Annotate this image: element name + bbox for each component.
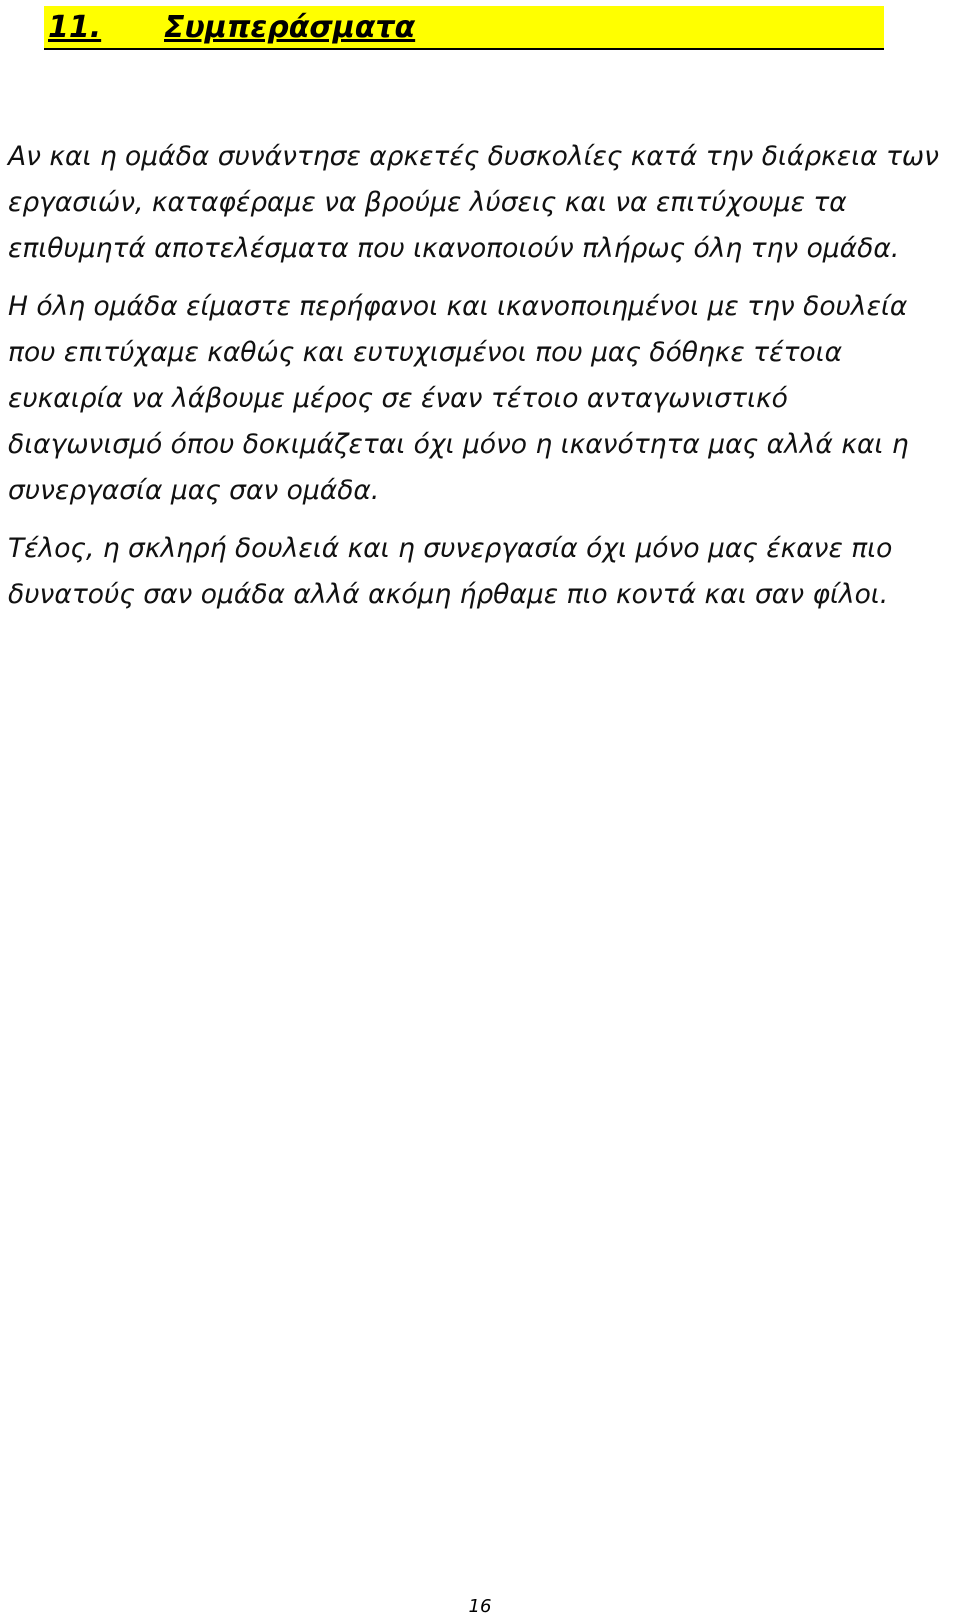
section-title: Συμπεράσματα: [164, 10, 416, 45]
paragraph-2: Η όλη ομάδα είμαστε περήφανοι και ικανοποιημένοι με την δουλεία που επιτύχαμε καθώς και ευτυχισμένοι που μας δόθηκε τέτοια ευκαιρία να λάβουμε μέρος σε έναν τέτοιο ανταγωνιστικό διαγωνισμό όπου δοκιμάζεται όχι μόνο η ικανότητα μας αλλά και η συνεργασία μας σαν ομάδα.: [8, 291, 909, 506]
body-text: [8, 134, 948, 630]
page-number: 16: [468, 1596, 492, 1617]
section-heading: [44, 6, 884, 50]
section-number: 11.: [48, 10, 102, 45]
paragraph-1: Αν και η ομάδα συνάντησε αρκετές δυσκολίες κατά την διάρκεια των εργασιών, καταφέραμε να βρούμε λύσεις και να επιτύχουμε τα επιθυμητά αποτελέσματα που ικανοποιούν πλήρως όλη την ομάδα.: [8, 141, 939, 264]
paragraph-3: Τέλος, η σκληρή δουλειά και η συνεργασία όχι μόνο μας έκανε πιο δυνατούς σαν ομάδα αλλά ακόμη ήρθαμε πιο κοντά και σαν φίλοι.: [8, 533, 893, 610]
